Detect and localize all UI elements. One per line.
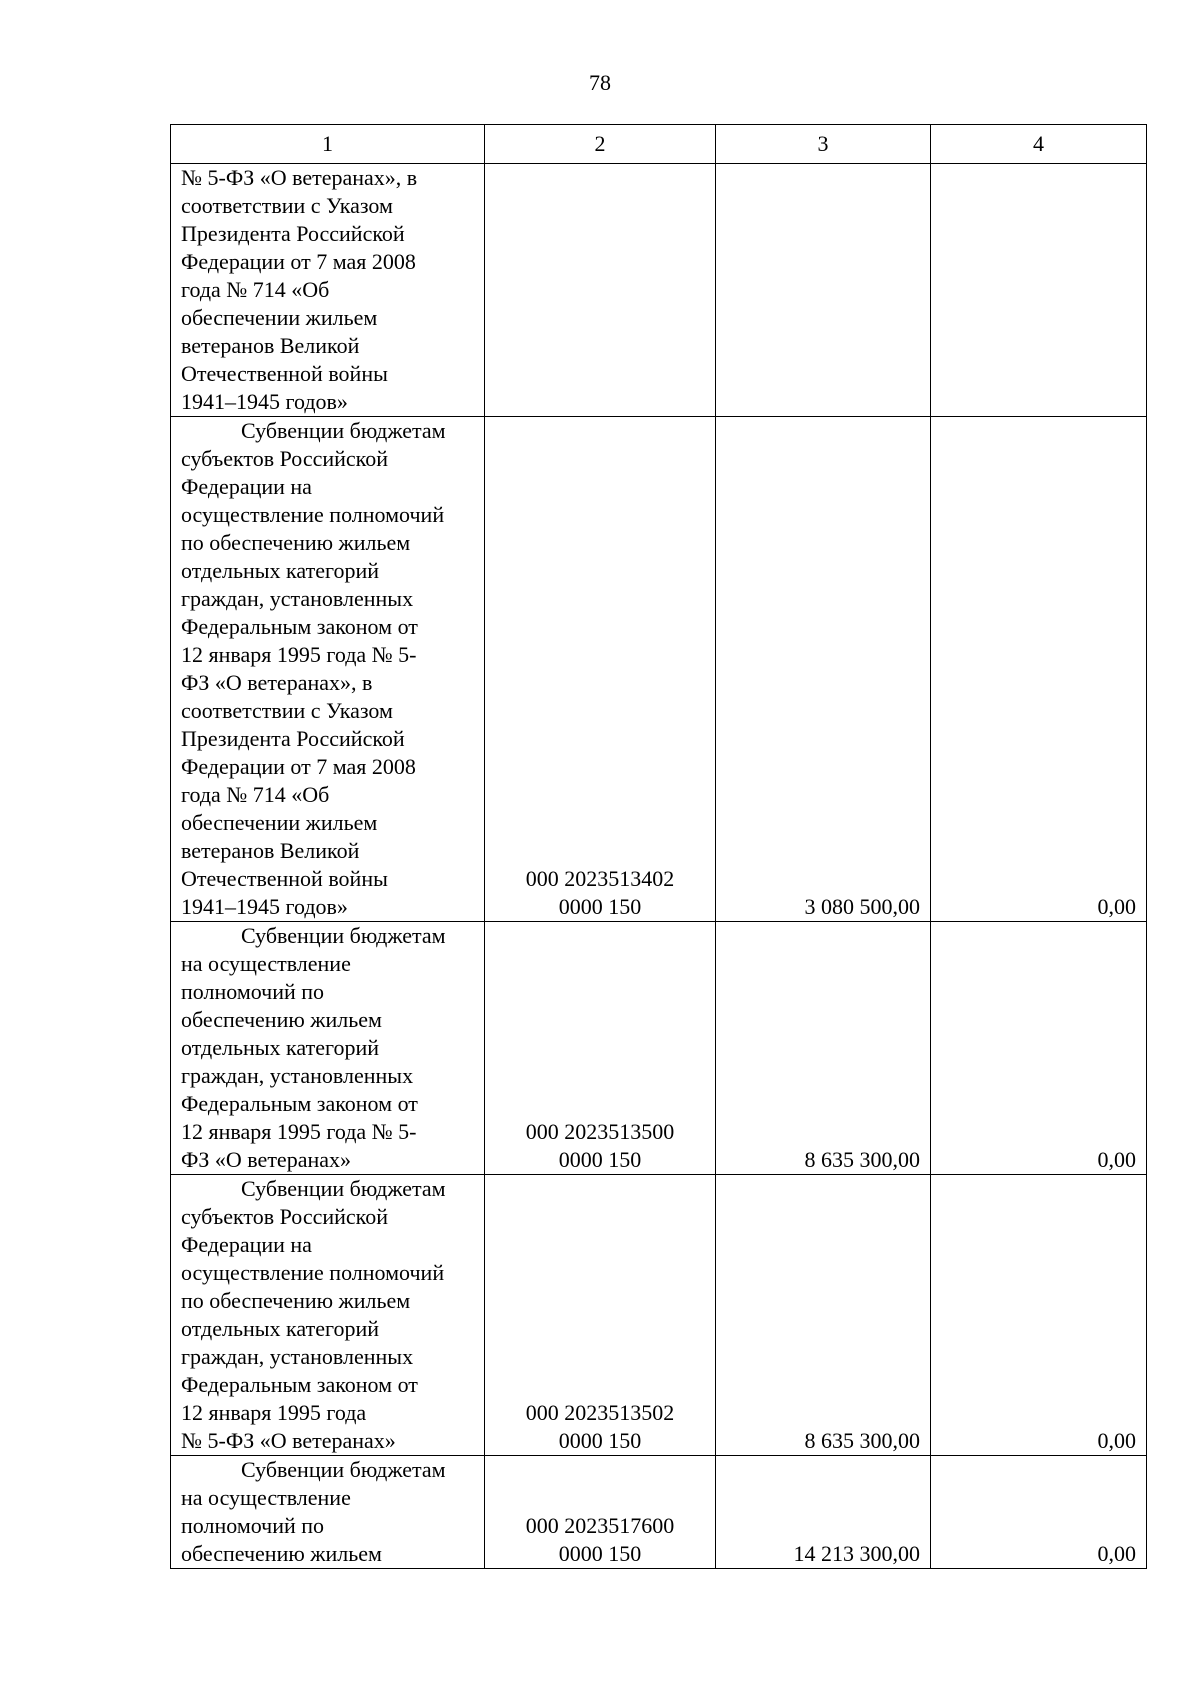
description-cell (171, 922, 485, 1175)
description-cell (171, 1175, 485, 1456)
description-line: Федерации от 7 мая 2008 (181, 249, 416, 274)
description-line: ФЗ «О ветеранах», в (181, 670, 373, 695)
code-cell (485, 417, 716, 922)
description-line: 12 января 1995 года (181, 1400, 367, 1425)
description-line: обеспечении жильем (181, 305, 378, 330)
description-line: отдельных категорий (181, 558, 380, 583)
code-line: 0000 150 (558, 1428, 642, 1453)
budget-table (170, 124, 1147, 1569)
code-line: 000 2023513402 (525, 866, 675, 891)
code-line: 000 2023513500 (525, 1119, 675, 1144)
description-cell (171, 417, 485, 922)
description-line: обеспечении жильем (181, 810, 378, 835)
description-line: ФЗ «О ветеранах» (181, 1147, 351, 1172)
description-line: субъектов Российской (181, 1204, 389, 1229)
description-line: граждан, установленных (181, 1063, 414, 1088)
description-line: осуществление полномочий (181, 1260, 445, 1285)
description-line: Федерации на (181, 1232, 312, 1257)
column-header: 2 (485, 125, 716, 164)
description-line: 1941–1945 годов» (181, 894, 348, 919)
value-cell: 0,00 (931, 922, 1147, 1175)
description-line: Президента Российской (181, 726, 405, 751)
description-line: года № 714 «Об (181, 277, 330, 302)
description-line: ветеранов Великой (181, 333, 360, 358)
amount-cell: 3 080 500,00 (716, 417, 931, 922)
description-line: граждан, установленных (181, 586, 414, 611)
code-cell (485, 922, 716, 1175)
table-row (171, 1456, 1147, 1569)
amount-cell (716, 164, 931, 417)
description-line: года № 714 «Об (181, 782, 330, 807)
value-cell: 0,00 (931, 417, 1147, 922)
description-line: субъектов Российской (181, 446, 389, 471)
description-line: Отечественной войны (181, 361, 388, 386)
code-cell (485, 1456, 716, 1569)
code-line: 0000 150 (558, 1147, 642, 1172)
description-line: Федеральным законом от (181, 1372, 418, 1397)
description-line: полномочий по (181, 1513, 325, 1538)
amount-cell: 8 635 300,00 (716, 922, 931, 1175)
description-line: Федеральным законом от (181, 1091, 418, 1116)
description-line: Субвенции бюджетам (241, 418, 446, 443)
table-row (171, 417, 1147, 922)
description-line: Субвенции бюджетам (241, 1457, 446, 1482)
table-row (171, 1175, 1147, 1456)
code-line: 000 2023517600 (525, 1513, 675, 1538)
description-cell (171, 164, 485, 417)
description-line: соответствии с Указом (181, 193, 393, 218)
description-line: 12 января 1995 года № 5- (181, 1119, 417, 1144)
description-line: обеспечению жильем (181, 1541, 382, 1566)
description-line: Президента Российской (181, 221, 405, 246)
value-cell: 0,00 (931, 1456, 1147, 1569)
code-line: 0000 150 (558, 1541, 642, 1566)
description-line: полномочий по (181, 979, 325, 1004)
description-line: отдельных категорий (181, 1035, 380, 1060)
description-cell (171, 1456, 485, 1569)
column-header: 4 (931, 125, 1147, 164)
code-cell (485, 1175, 716, 1456)
description-line: по обеспечению жильем (181, 1288, 411, 1313)
description-line: Отечественной войны (181, 866, 388, 891)
code-line: 0000 150 (558, 894, 642, 919)
table-row (171, 922, 1147, 1175)
page-number: 78 (589, 70, 611, 95)
description-line: № 5-ФЗ «О ветеранах», в (181, 165, 418, 190)
description-line: Субвенции бюджетам (241, 923, 446, 948)
code-cell (485, 164, 716, 417)
value-cell (931, 164, 1147, 417)
table-row (171, 164, 1147, 417)
description-line: Федеральным законом от (181, 614, 418, 639)
description-line: соответствии с Указом (181, 698, 393, 723)
amount-cell: 8 635 300,00 (716, 1175, 931, 1456)
description-line: осуществление полномочий (181, 502, 445, 527)
description-line: обеспечению жильем (181, 1007, 382, 1032)
column-header: 1 (171, 125, 485, 164)
description-line: граждан, установленных (181, 1344, 414, 1369)
description-line: Федерации от 7 мая 2008 (181, 754, 416, 779)
description-line: на осуществление (181, 1485, 351, 1510)
description-line: по обеспечению жильем (181, 530, 411, 555)
description-line: Федерации на (181, 474, 312, 499)
description-line: № 5-ФЗ «О ветеранах» (181, 1428, 396, 1453)
description-line: ветеранов Великой (181, 838, 360, 863)
code-line: 000 2023513502 (525, 1400, 675, 1425)
amount-cell: 14 213 300,00 (716, 1456, 931, 1569)
table-header-row (171, 125, 1147, 164)
description-line: на осуществление (181, 951, 351, 976)
table-body (171, 164, 1147, 1569)
value-cell: 0,00 (931, 1175, 1147, 1456)
description-line: Субвенции бюджетам (241, 1176, 446, 1201)
description-line: 12 января 1995 года № 5- (181, 642, 417, 667)
description-line: отдельных категорий (181, 1316, 380, 1341)
description-line: 1941–1945 годов» (181, 389, 348, 414)
column-header: 3 (716, 125, 931, 164)
